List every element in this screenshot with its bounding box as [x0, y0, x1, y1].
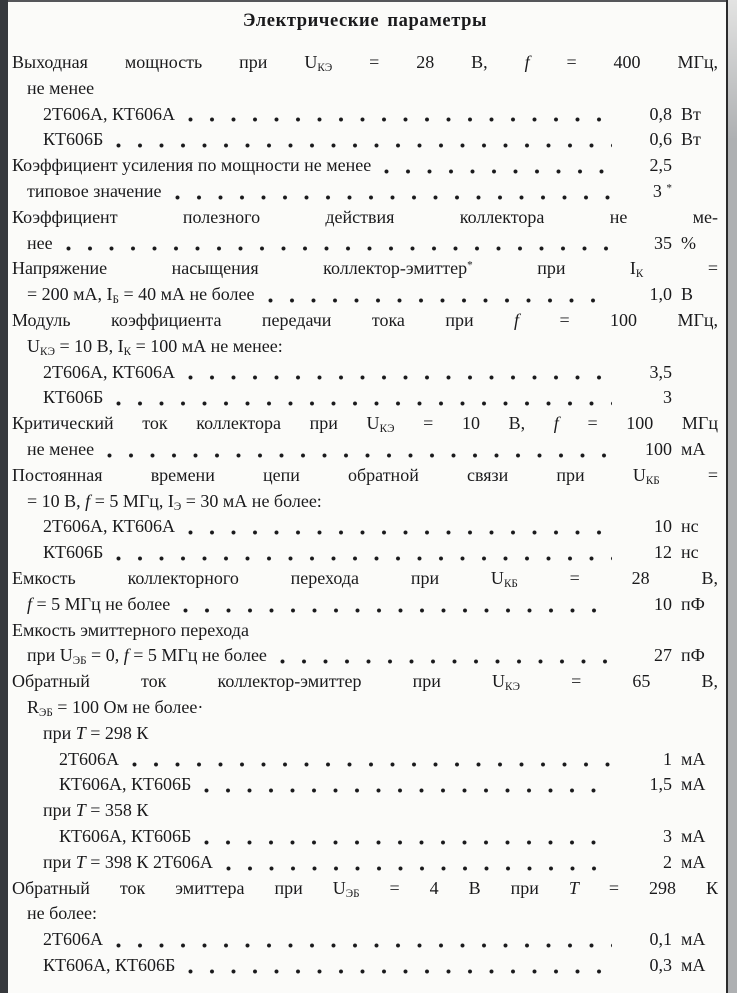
param-value-number: 0,8 [649, 103, 672, 124]
param-row [12, 411, 718, 437]
param-value [622, 643, 718, 669]
param-row [12, 566, 718, 592]
param-row [12, 153, 718, 179]
param-value [622, 127, 718, 153]
param-text: 2Т606А, КТ606А [43, 361, 175, 382]
dot-leader [188, 117, 612, 122]
param-row [12, 179, 718, 205]
param-text: = 10 В, f = 5 МГц, $I_Э = 30$ мА не более: [27, 490, 322, 513]
param-row [12, 127, 718, 153]
param-value-number: 10 [654, 516, 672, 537]
parameters-list [12, 50, 718, 979]
param-value-number: 3 [663, 387, 672, 408]
param-value [622, 179, 718, 205]
param-value-number: 100 [645, 438, 672, 459]
param-text: f = 5 МГц не более [27, 593, 171, 614]
param-value [622, 437, 718, 463]
param-text: КТ606Б [43, 542, 104, 563]
dot-leader [226, 866, 612, 871]
dot-leader [116, 556, 612, 561]
param-value-number: 1,0 [649, 284, 672, 305]
param-row [12, 231, 718, 257]
param-text: КТ606А, КТ606Б [59, 825, 192, 846]
dot-leader [188, 530, 612, 535]
param-text: Напряжение насыщения коллектор-эмиттер* при $I_К$ = [12, 258, 718, 281]
param-value-unit: нс [681, 516, 699, 537]
param-text: при $U_{ЭБ} = 0$, f = 5 МГц не более [27, 645, 267, 668]
param-row [12, 489, 718, 515]
param-text: КТ606Б [43, 387, 104, 408]
dot-leader [384, 169, 612, 174]
param-row [12, 463, 718, 489]
dot-leader [183, 608, 612, 613]
param-row [12, 334, 718, 360]
param-row [12, 360, 718, 386]
param-value-number: 10 [654, 593, 672, 614]
dot-leader [268, 298, 613, 303]
param-text: при T = 298 К [43, 722, 149, 743]
param-value-unit: % [681, 232, 696, 253]
param-value-unit: нс [681, 542, 699, 563]
param-value-unit: пФ [681, 593, 705, 614]
param-row [12, 669, 718, 695]
param-row [12, 953, 718, 979]
param-value-number: 0,1 [649, 929, 672, 950]
param-row [12, 721, 718, 747]
param-text: Коэффициент полезного действия коллектора не ме- [12, 206, 718, 227]
param-text: не более: [27, 903, 98, 924]
param-text: Емкость эмиттерного перехода [12, 619, 249, 640]
param-row [12, 850, 718, 876]
page-content [8, 2, 726, 993]
param-row [12, 308, 718, 334]
param-value-number: 2 [663, 851, 672, 872]
param-row [12, 282, 718, 308]
param-value-unit: мА [681, 851, 706, 872]
dot-leader [204, 840, 612, 845]
param-text: 2Т606А, КТ606А [43, 103, 175, 124]
section-title: Электрические параметры [242, 11, 488, 31]
param-value [622, 927, 718, 953]
dot-leader [175, 195, 612, 200]
param-row [12, 102, 718, 128]
param-text: 2Т606А [59, 748, 119, 769]
dot-leader [188, 375, 612, 380]
param-text: нее [27, 232, 53, 253]
param-row [12, 747, 718, 773]
param-value [622, 282, 718, 308]
dot-leader [116, 401, 612, 406]
param-text: $R_{ЭБ} = 100$ Ом не более· [27, 696, 204, 719]
param-row [12, 50, 718, 76]
dot-leader [116, 143, 612, 148]
left-gutter-shadow [0, 0, 8, 993]
param-text: Обратный ток эмиттера при $U_{ЭБ} = 4$ В при T = 298 К [12, 877, 718, 900]
param-value-unit: мА [681, 825, 706, 846]
param-row [12, 876, 718, 902]
param-value-unit: мА [681, 748, 706, 769]
param-text: Критический ток коллектора при $U_{КЭ} = 10$ В, f = 100 МГц [12, 413, 718, 435]
param-text: КТ606А, КТ606Б [43, 954, 176, 975]
param-text: 2Т606А [43, 929, 103, 950]
param-text: Обратный ток коллектор-эмиттер при $U_{КЭ} = 65$ В, [12, 671, 718, 693]
param-text: типовое значение [27, 180, 162, 201]
param-value-unit: Вт [681, 103, 701, 124]
param-value-number: 35 [654, 232, 672, 253]
param-value-unit: мА [681, 774, 706, 795]
param-row [12, 592, 718, 618]
param-value-unit: пФ [681, 645, 705, 666]
param-row [12, 824, 718, 850]
param-value [622, 153, 718, 179]
param-value [622, 772, 718, 798]
param-row [12, 901, 718, 927]
param-text: при T = 398 К 2Т606А [43, 851, 213, 872]
param-value-number: 0,6 [649, 129, 672, 150]
param-text: Модуль коэффициента передачи тока при f = 100 МГц, [12, 309, 718, 330]
dot-leader [132, 762, 612, 767]
param-value-number: 1,5 [649, 774, 672, 795]
page-right-margin [728, 0, 737, 993]
param-row [12, 618, 718, 644]
param-value [622, 231, 718, 257]
param-text: не менее [27, 438, 95, 459]
param-text: не менее [27, 77, 95, 98]
param-value [622, 360, 718, 386]
param-value-number: 3 [663, 825, 672, 846]
param-value [622, 102, 718, 128]
param-row [12, 540, 718, 566]
dot-leader [280, 659, 612, 664]
param-value [622, 540, 718, 566]
param-text: Емкость коллекторного перехода при $U_{КБ} = 28$ В, [12, 567, 718, 590]
param-text: при T = 358 К [43, 800, 149, 821]
param-row [12, 76, 718, 102]
dot-leader [66, 246, 612, 251]
param-row [12, 514, 718, 540]
param-value-number: 0,3 [649, 954, 672, 975]
param-value-unit: В [681, 284, 694, 305]
param-text: Постоянная времени цепи обратной связи при $U_{КБ}$ = [12, 464, 718, 487]
param-row [12, 695, 718, 721]
dot-leader [116, 943, 612, 948]
param-value [622, 592, 718, 618]
param-text: КТ606Б [43, 129, 104, 150]
param-value-number: 3 * [652, 180, 672, 201]
param-row [12, 643, 718, 669]
param-value-number: 12 [654, 542, 672, 563]
param-value-number: 1 [663, 748, 672, 769]
dot-leader [107, 453, 612, 458]
param-value-unit: мА [681, 929, 706, 950]
param-value [622, 385, 718, 411]
dot-leader [188, 969, 612, 974]
param-row [12, 927, 718, 953]
param-row [12, 205, 718, 231]
param-row [12, 437, 718, 463]
param-text: Выходная мощность при $U_{КЭ} = 28$ В, f = 400 МГц, [12, 52, 718, 74]
param-row [12, 772, 718, 798]
param-row [12, 798, 718, 824]
param-row [12, 256, 718, 282]
param-value-number: 3,5 [649, 361, 672, 382]
param-text: КТ606А, КТ606Б [59, 774, 192, 795]
param-text: 2Т606А, КТ606А [43, 516, 175, 537]
param-value [622, 850, 718, 876]
param-value-number: 2,5 [649, 155, 672, 176]
param-text: $U_{КЭ} = 10$ В, $I_К = 100$ мА не менее: [27, 335, 283, 358]
param-text: = 200 мА, $I_Б = 40$ мА не более [27, 284, 255, 306]
param-row [12, 385, 718, 411]
param-value-unit: Вт [681, 129, 701, 150]
param-text: Коэффициент усиления по мощности не менее [12, 155, 372, 176]
param-value [622, 824, 718, 850]
param-value [622, 953, 718, 979]
dot-leader [204, 788, 612, 793]
param-value-unit: мА [681, 954, 706, 975]
param-value-number: 27 [654, 645, 672, 666]
param-value-unit: мА [681, 438, 706, 459]
param-value [622, 747, 718, 773]
param-value [622, 514, 718, 540]
